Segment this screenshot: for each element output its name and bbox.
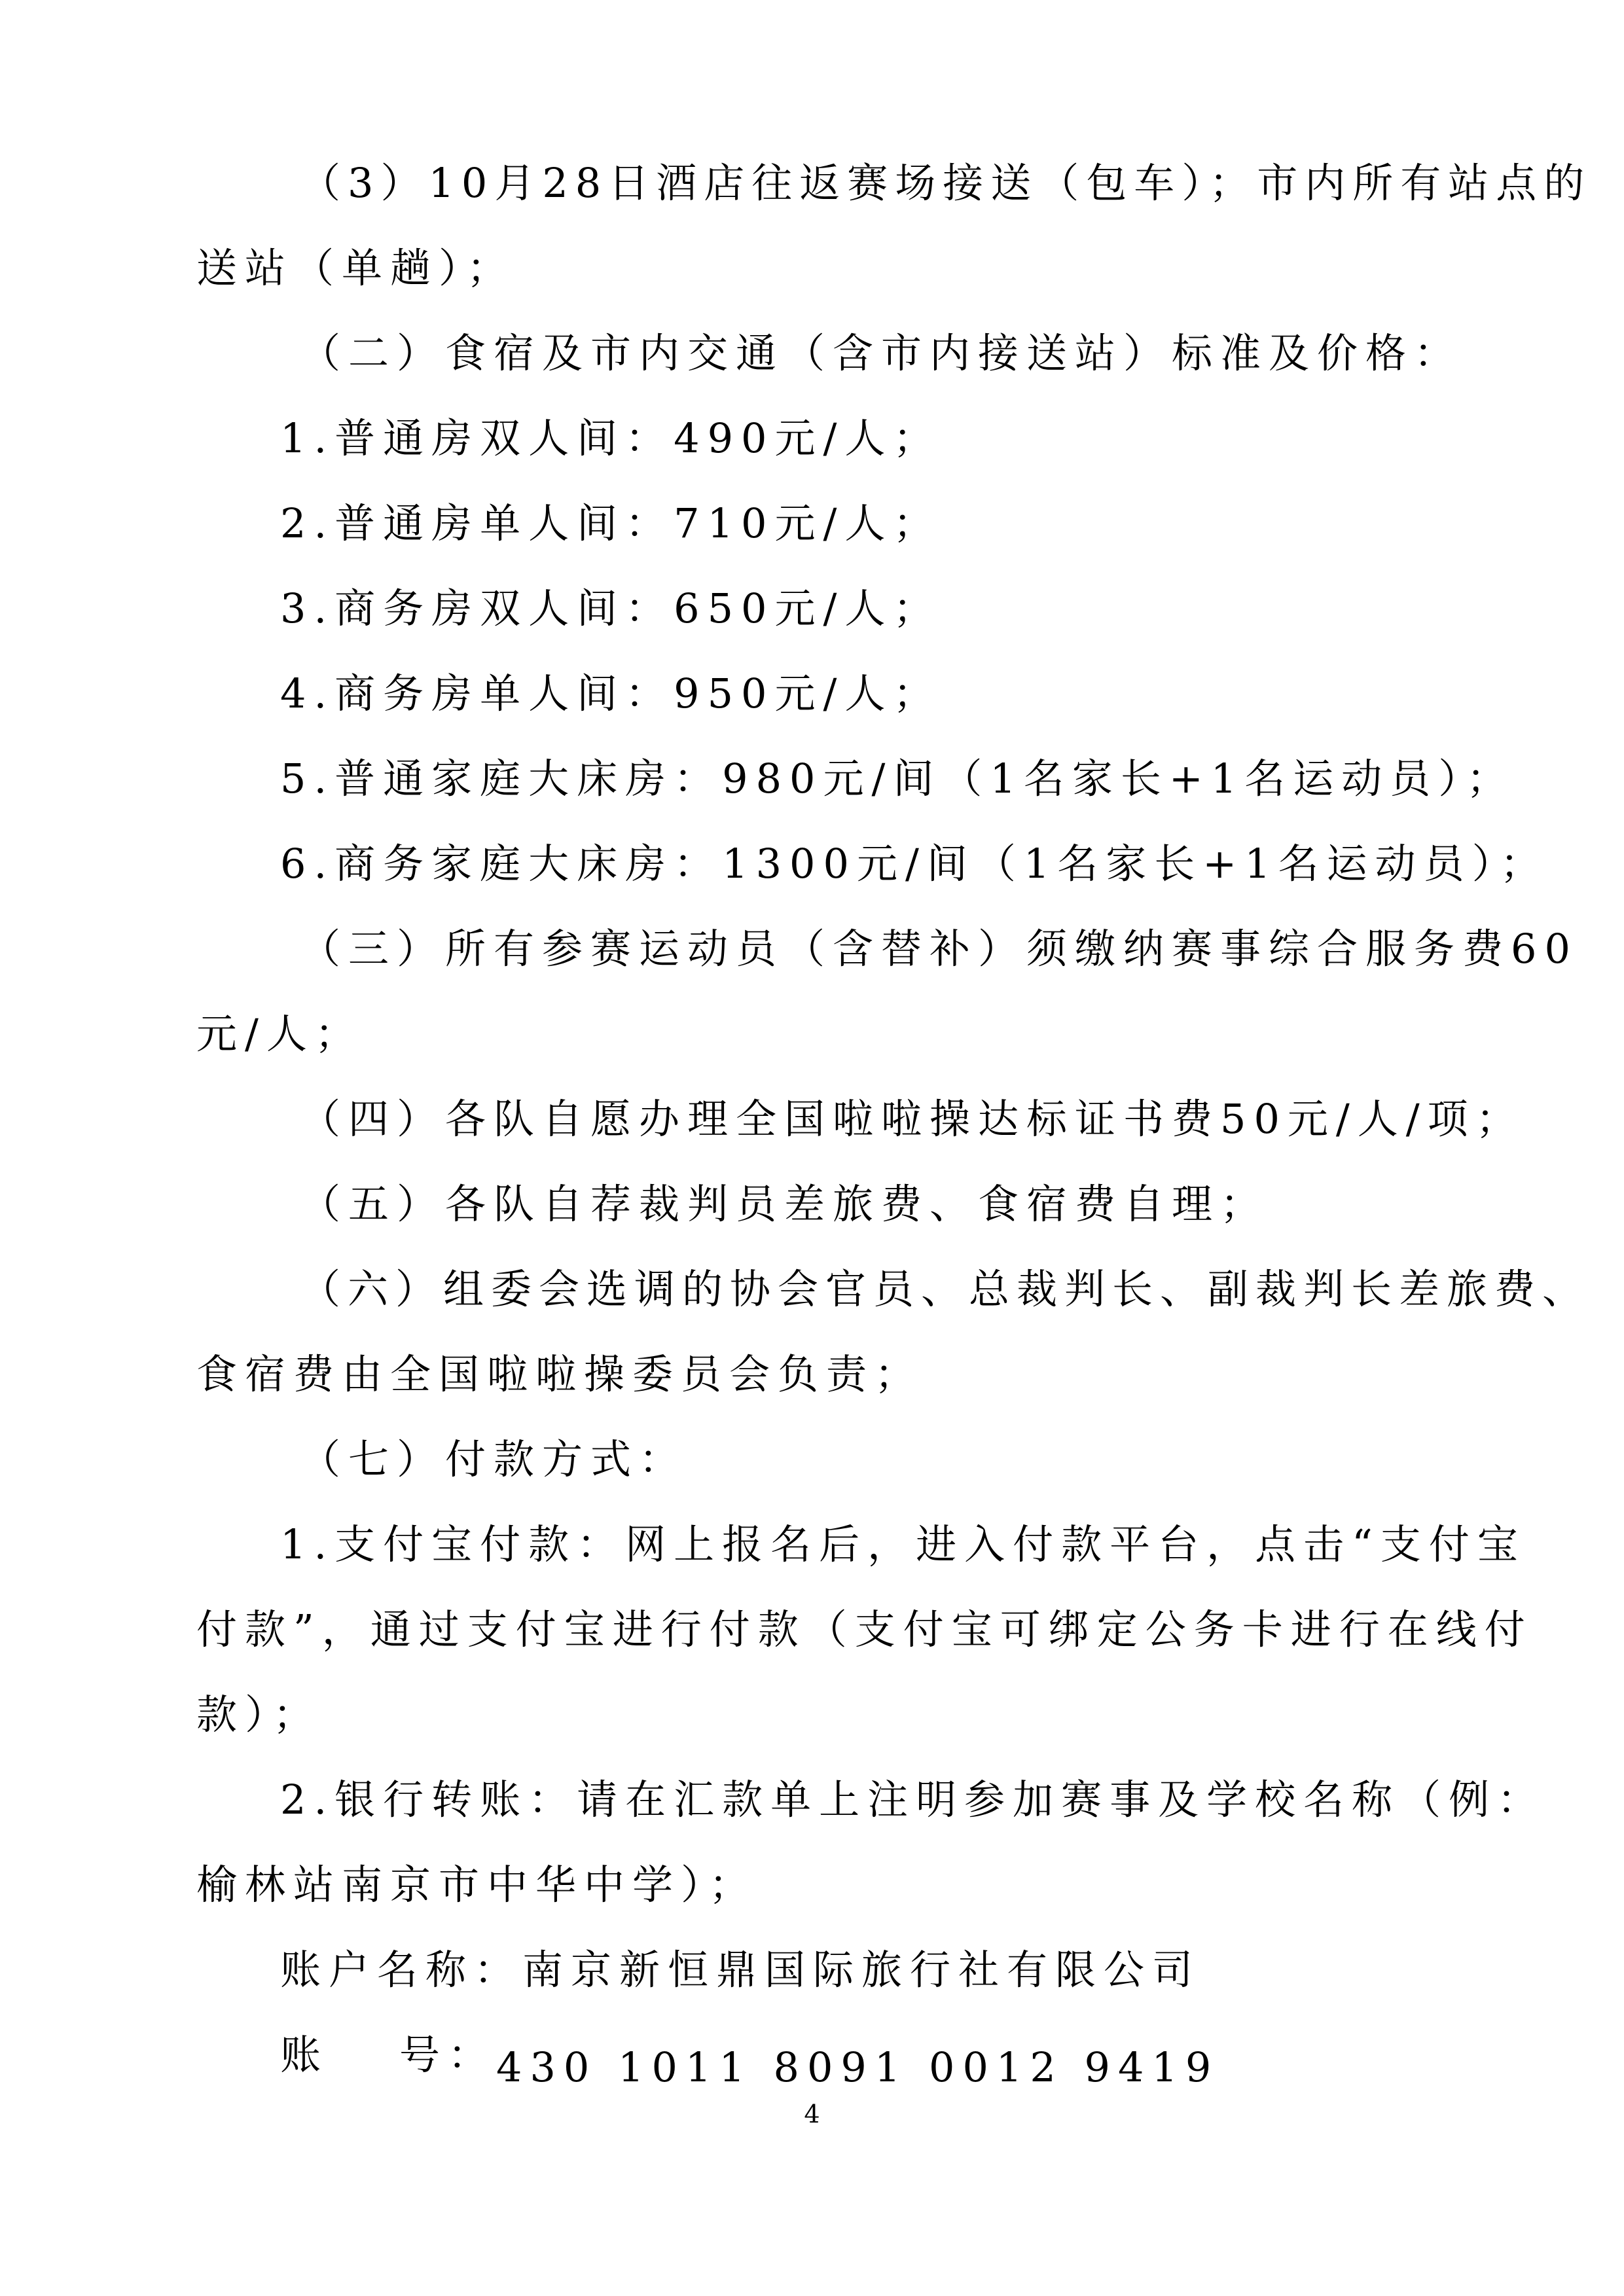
price-item: 6.商务家庭大床房：1300元/间（1名家长+1名运动员）； <box>280 840 1549 888</box>
page-number: 4 <box>804 2100 820 2128</box>
price-item: 1.普通房双人间：490元/人； <box>280 414 942 462</box>
text-line: （3）10月28日酒店往返赛场接送（包车）；市内所有站点的 <box>300 159 1592 207</box>
text-line: 食宿费由全国啦啦操委员会负责； <box>196 1350 924 1398</box>
text-line: 款）； <box>196 1691 322 1738</box>
account-number-label: 账 号： <box>280 2031 496 2079</box>
text-line: 元/人； <box>196 1010 363 1058</box>
account-number-line <box>280 2029 1219 2094</box>
price-item: 2.普通房单人间：710元/人； <box>280 499 942 547</box>
section-heading: （二）食宿及市内交通（含市内接送站）标准及价格： <box>300 329 1463 377</box>
section-heading: （六）组委会选调的协会官员、总裁判长、副裁判长差旅费、 <box>300 1265 1591 1313</box>
payment-item: 2.银行转账：请在汇款单上注明参加赛事及学校名称（例： <box>280 1776 1546 1823</box>
section-heading: （三）所有参赛运动员（含替补）须缴纳赛事综合服务费60 <box>300 925 1578 973</box>
section-heading: （五）各队自荐裁判员差旅费、食宿费自理； <box>300 1180 1269 1228</box>
price-item: 3.商务房双人间：650元/人； <box>280 584 942 632</box>
text-line: 送站（单趟）； <box>196 244 516 292</box>
text-line: 付款”，通过支付宝进行付款（支付宝可绑定公务卡进行在线付 <box>196 1605 1533 1653</box>
section-heading: （四）各队自愿办理全国啦啦操达标证书费50元/人/项； <box>300 1095 1525 1143</box>
text-line: 榆林站南京市中华中学）； <box>196 1861 758 1909</box>
account-number: 430 1011 8091 0012 9419 <box>496 2043 1219 2091</box>
price-item: 4.商务房单人间：950元/人； <box>280 670 942 717</box>
section-heading: （七）付款方式： <box>300 1435 688 1483</box>
price-item: 5.普通家庭大床房：980元/间（1名家长+1名运动员）； <box>280 755 1515 802</box>
account-name: 账户名称：南京新恒鼎国际旅行社有限公司 <box>280 1946 1201 1994</box>
payment-item: 1.支付宝付款：网上报名后，进入付款平台，点击“支付宝 <box>280 1520 1526 1568</box>
